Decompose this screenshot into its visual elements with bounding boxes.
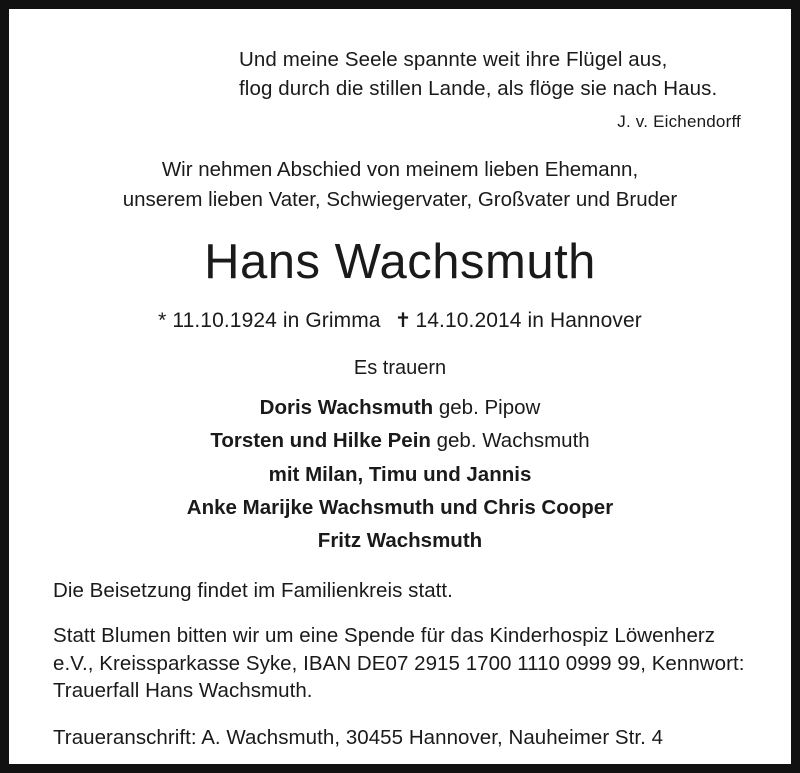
intro-block bbox=[53, 155, 747, 214]
list-item bbox=[53, 491, 747, 524]
cross-icon: ✝ bbox=[394, 310, 412, 333]
mourner-suffix: geb. Pipow bbox=[433, 396, 541, 420]
mourner-name: Fritz Wachsmuth bbox=[317, 528, 483, 552]
poem-block bbox=[239, 45, 747, 103]
poem-line-1: Und meine Seele spannte weit ihre Flügel aus, bbox=[239, 48, 668, 71]
mourner-name: Torsten und Hilke Pein bbox=[210, 429, 431, 453]
mourner-name: Anke Marijke Wachsmuth und Chris Cooper bbox=[186, 495, 614, 519]
list-item bbox=[53, 458, 747, 491]
birth-date: * 11.10.1924 in Grimma bbox=[158, 309, 381, 333]
mourning-address: Traueranschrift: A. Wachsmuth, 30455 Hannover, Nauheimer Str. 4 bbox=[53, 726, 664, 750]
list-item bbox=[53, 524, 747, 557]
mourners-list bbox=[53, 391, 747, 557]
mourner-name: Doris Wachsmuth bbox=[259, 396, 434, 420]
list-item bbox=[53, 391, 747, 424]
deceased-name: Hans Wachsmuth bbox=[204, 234, 596, 289]
bottom-spacer bbox=[53, 751, 747, 754]
funeral-note: Die Beisetzung findet im Familienkreis statt. bbox=[53, 579, 453, 603]
mourner-name: mit Milan, Timu und Jannis bbox=[268, 462, 532, 486]
list-item bbox=[53, 424, 747, 457]
poem-attribution: J. v. Eichendorff bbox=[617, 112, 741, 132]
obituary-sheet bbox=[9, 9, 791, 764]
death-date: 14.10.2014 in Hannover bbox=[415, 309, 642, 333]
poem-line-2: flog durch die stillen Lande, als flöge sie nach Haus. bbox=[239, 77, 718, 101]
life-dates bbox=[53, 308, 747, 333]
mourning-heading: Es trauern bbox=[353, 357, 447, 380]
intro-line-2: unserem lieben Vater, Schwiegervater, Großvater und Bruder bbox=[122, 187, 678, 211]
mourner-suffix: geb. Wachsmuth bbox=[430, 429, 590, 453]
intro-line-1: Wir nehmen Abschied von meinem lieben Ehemann, bbox=[161, 158, 639, 182]
donation-note: Statt Blumen bitten wir um eine Spende für das Kinderhospiz Löwenherz e.V., Kreissparkasse Syke, IBAN DE07 2915 1700 1110 0999 99, Kennwort: Trauerfall Hans Wachsmuth. bbox=[53, 624, 745, 702]
